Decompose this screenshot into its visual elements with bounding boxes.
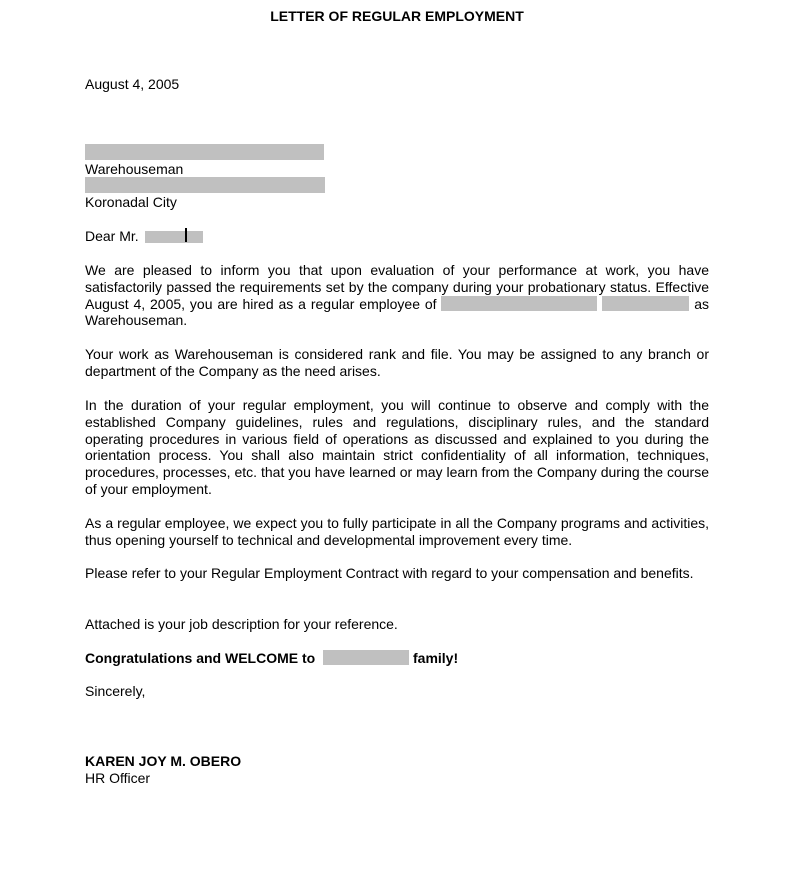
salutation-text: Dear Mr.: [85, 228, 139, 244]
recipient-position: Warehouseman: [85, 161, 184, 177]
letter-date: August 4, 2005: [85, 76, 180, 92]
paragraph-duration: In the duration of your regular employment, you will continue to observe and comply with the established Company guidelines, rules and regulations, disciplinary rules, and the standard operating procedures in various field of operations as discussed and explained to you during the orientation process. You shall also maintain strict confidentiality of all information, techniques, procedures, processes, etc. that you have learned or may learn from the Company during the course of your employment.: [85, 397, 709, 497]
signatory-name: KAREN JOY M. OBERO: [85, 753, 242, 769]
redacted-recipient-address: [85, 177, 325, 193]
redacted-company-name-cont: [602, 296, 689, 311]
paragraph-participation: As a regular employee, we expect you to fully participate in all the Company programs and activities, thus opening yourself to technical and developmental improvement every time.: [85, 515, 709, 548]
closing: Sincerely,: [85, 683, 146, 699]
recipient-city: Koronadal City: [85, 194, 177, 210]
paragraph-rank: Your work as Warehouseman is considered rank and file. You may be assigned to any branch or department of the Company as the need arises.: [85, 346, 709, 379]
redacted-recipient-name: [85, 144, 324, 160]
congratulations-text: Congratulations and WELCOME to: [85, 650, 316, 666]
paragraph-evaluation-end: as Warehouseman.: [85, 295, 710, 329]
paragraph-evaluation-text: We are pleased to inform you that upon evaluation of your performance at work, you have satisfactorily passed the requirements set by the company during your probationary status. Effective August 4, 2005, you are hired as a regular employee of: [85, 262, 709, 312]
paragraph-attachment: Attached is your job description for your reference.: [85, 616, 398, 632]
redacted-recipient-surname: [145, 231, 203, 243]
paragraph-evaluation: [85, 262, 709, 329]
letter-title: LETTER OF REGULAR EMPLOYMENT: [270, 8, 524, 24]
redacted-company-name: [441, 296, 597, 311]
text-cursor: [185, 228, 187, 242]
paragraph-contract: Please refer to your Regular Employment Contract with regard to your compensation and benefits.: [85, 565, 694, 581]
signatory-title: HR Officer: [85, 770, 151, 786]
redacted-company-name-congrats: [323, 650, 409, 665]
congratulations-line: [85, 650, 458, 666]
congratulations-end: family!: [413, 650, 459, 666]
